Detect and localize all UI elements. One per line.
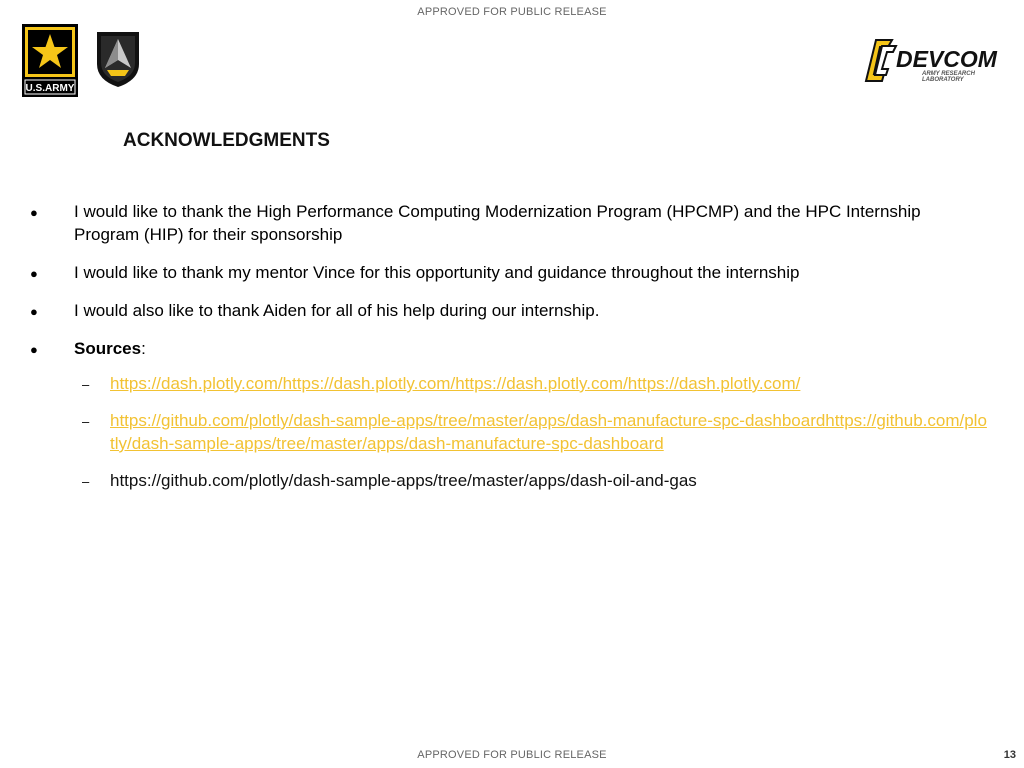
source-item xyxy=(30,409,990,455)
svg-text:ARMY RESEARCH: ARMY RESEARCH xyxy=(922,71,975,77)
bullet-icon: ● xyxy=(30,205,38,220)
us-army-logo xyxy=(22,24,78,97)
top-release-banner: APPROVED FOR PUBLIC RELEASE xyxy=(417,6,607,18)
futures-command-logo xyxy=(95,30,141,88)
devcom-logo xyxy=(862,36,1002,84)
bullet-item xyxy=(30,261,990,284)
page-number: 13 xyxy=(1003,749,1016,761)
bullet-icon: ● xyxy=(30,304,38,319)
bullet-text: I would also like to thank Aiden for all of his help during our internship. xyxy=(74,301,600,320)
source-item xyxy=(30,372,990,395)
dash-icon: – xyxy=(82,414,90,429)
slide-content xyxy=(30,200,990,506)
dash-icon: – xyxy=(82,377,90,392)
devcom-logo-text: DEVCOM xyxy=(896,46,997,72)
slide-title: ACKNOWLEDGMENTS xyxy=(123,130,330,151)
sources-label: Sources xyxy=(74,339,142,358)
bottom-release-banner: APPROVED FOR PUBLIC RELEASE xyxy=(417,749,607,761)
sources-heading: ● Sources: xyxy=(30,337,990,360)
source-link-manufacture-spc[interactable]: https://github.com/plotly/dash-sample-apps/tree/master/apps/dash-manufacture-spc-dashboardhttps://github.com/plotly/dash-sample-apps/tree/master/apps/dash-manufacture-spc-dashboard xyxy=(110,411,987,453)
bullet-icon: ● xyxy=(30,342,38,357)
source-text-oil-and-gas: https://github.com/plotly/dash-sample-apps/tree/master/apps/dash-oil-and-gas xyxy=(110,471,697,490)
bullet-icon: ● xyxy=(30,266,38,281)
bullet-text: I would like to thank the High Performance Computing Modernization Program (HPCMP) and the HPC Internship Program (HIP) for their sponsorship xyxy=(74,202,921,244)
svg-text:LABORATORY: LABORATORY xyxy=(922,77,964,83)
army-logo-text: U.S.ARMY xyxy=(25,83,75,94)
source-link-dash-plotly[interactable]: https://dash.plotly.com/https://dash.plotly.com/https://dash.plotly.com/https://dash.plotly.com/ xyxy=(110,374,801,393)
source-item xyxy=(30,469,990,492)
dash-icon: – xyxy=(82,474,90,489)
bullet-item xyxy=(30,200,990,246)
bullet-item xyxy=(30,299,990,322)
bullet-text: I would like to thank my mentor Vince for this opportunity and guidance throughout the internship xyxy=(74,263,800,282)
